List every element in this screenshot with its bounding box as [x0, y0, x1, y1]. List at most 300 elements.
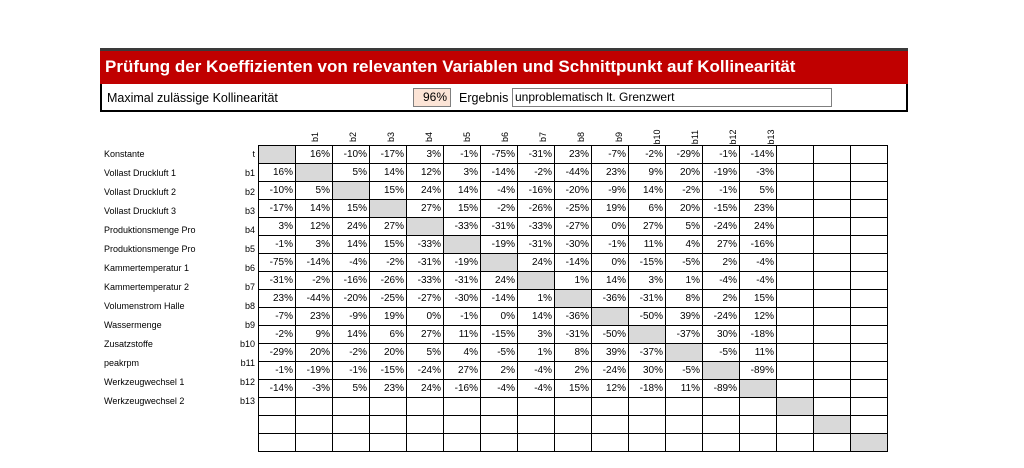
matrix-cell[interactable]: -50%: [629, 308, 666, 326]
matrix-cell[interactable]: 3%: [629, 272, 666, 290]
matrix-cell[interactable]: [814, 164, 851, 182]
matrix-cell[interactable]: 5%: [407, 344, 444, 362]
matrix-cell[interactable]: [481, 398, 518, 416]
matrix-cell[interactable]: [814, 182, 851, 200]
matrix-cell[interactable]: [555, 290, 592, 308]
matrix-cell[interactable]: 16%: [259, 164, 296, 182]
matrix-cell[interactable]: 9%: [629, 164, 666, 182]
matrix-cell[interactable]: -31%: [518, 236, 555, 254]
matrix-cell[interactable]: -37%: [666, 326, 703, 344]
matrix-cell[interactable]: -44%: [555, 164, 592, 182]
matrix-cell[interactable]: [296, 398, 333, 416]
matrix-cell[interactable]: [333, 398, 370, 416]
matrix-cell[interactable]: [518, 272, 555, 290]
matrix-cell[interactable]: 20%: [370, 344, 407, 362]
matrix-cell[interactable]: [814, 146, 851, 164]
matrix-cell[interactable]: -10%: [333, 146, 370, 164]
matrix-cell[interactable]: -4%: [333, 254, 370, 272]
matrix-cell[interactable]: [407, 218, 444, 236]
matrix-cell[interactable]: 3%: [444, 164, 481, 182]
matrix-cell[interactable]: [296, 434, 333, 452]
matrix-cell[interactable]: -25%: [370, 290, 407, 308]
matrix-cell[interactable]: 3%: [296, 236, 333, 254]
matrix-cell[interactable]: -9%: [592, 182, 629, 200]
matrix-cell[interactable]: -7%: [592, 146, 629, 164]
matrix-cell[interactable]: -14%: [555, 254, 592, 272]
matrix-cell[interactable]: -37%: [629, 344, 666, 362]
matrix-cell[interactable]: 15%: [333, 200, 370, 218]
matrix-cell[interactable]: 5%: [296, 182, 333, 200]
matrix-cell[interactable]: -31%: [481, 218, 518, 236]
matrix-cell[interactable]: -14%: [296, 254, 333, 272]
matrix-cell[interactable]: [851, 398, 888, 416]
matrix-cell[interactable]: [407, 398, 444, 416]
matrix-cell[interactable]: [370, 416, 407, 434]
matrix-cell[interactable]: -15%: [481, 326, 518, 344]
matrix-cell[interactable]: [814, 308, 851, 326]
matrix-cell[interactable]: [555, 434, 592, 452]
matrix-cell[interactable]: [740, 434, 777, 452]
column-header[interactable]: [448, 120, 486, 144]
matrix-cell[interactable]: [814, 398, 851, 416]
matrix-cell[interactable]: -1%: [444, 308, 481, 326]
matrix-cell[interactable]: [777, 218, 814, 236]
column-header[interactable]: [714, 120, 752, 144]
matrix-cell[interactable]: -16%: [444, 380, 481, 398]
column-header[interactable]: [524, 120, 562, 144]
matrix-cell[interactable]: -31%: [444, 272, 481, 290]
matrix-cell[interactable]: [666, 398, 703, 416]
matrix-cell[interactable]: [851, 434, 888, 452]
matrix-cell[interactable]: [814, 218, 851, 236]
matrix-cell[interactable]: 11%: [444, 326, 481, 344]
matrix-cell[interactable]: -19%: [296, 362, 333, 380]
matrix-cell[interactable]: [444, 434, 481, 452]
matrix-cell[interactable]: -75%: [259, 254, 296, 272]
matrix-cell[interactable]: [851, 326, 888, 344]
column-header[interactable]: [752, 120, 790, 144]
matrix-cell[interactable]: -5%: [481, 344, 518, 362]
matrix-cell[interactable]: [777, 362, 814, 380]
matrix-cell[interactable]: [518, 416, 555, 434]
matrix-cell[interactable]: 27%: [444, 362, 481, 380]
column-header[interactable]: [600, 120, 638, 144]
matrix-cell[interactable]: -20%: [333, 290, 370, 308]
matrix-cell[interactable]: [814, 416, 851, 434]
matrix-cell[interactable]: -31%: [259, 272, 296, 290]
matrix-cell[interactable]: [851, 146, 888, 164]
matrix-cell[interactable]: [814, 344, 851, 362]
matrix-cell[interactable]: [814, 200, 851, 218]
matrix-cell[interactable]: [851, 380, 888, 398]
matrix-cell[interactable]: -14%: [259, 380, 296, 398]
matrix-cell[interactable]: [777, 308, 814, 326]
matrix-cell[interactable]: 3%: [259, 218, 296, 236]
matrix-cell[interactable]: [481, 416, 518, 434]
matrix-cell[interactable]: [740, 380, 777, 398]
matrix-cell[interactable]: -14%: [481, 290, 518, 308]
matrix-cell[interactable]: [296, 416, 333, 434]
matrix-cell[interactable]: 4%: [666, 236, 703, 254]
matrix-cell[interactable]: 30%: [703, 326, 740, 344]
matrix-cell[interactable]: [740, 416, 777, 434]
matrix-cell[interactable]: -19%: [444, 254, 481, 272]
matrix-cell[interactable]: [851, 308, 888, 326]
column-header[interactable]: [296, 120, 334, 144]
matrix-cell[interactable]: [777, 272, 814, 290]
matrix-cell[interactable]: -30%: [555, 236, 592, 254]
matrix-cell[interactable]: [814, 434, 851, 452]
matrix-cell[interactable]: [481, 254, 518, 272]
matrix-cell[interactable]: -89%: [740, 362, 777, 380]
matrix-cell[interactable]: -1%: [444, 146, 481, 164]
matrix-cell[interactable]: -1%: [259, 236, 296, 254]
matrix-cell[interactable]: 5%: [666, 218, 703, 236]
matrix-cell[interactable]: 30%: [629, 362, 666, 380]
matrix-cell[interactable]: 23%: [592, 164, 629, 182]
matrix-cell[interactable]: -36%: [555, 308, 592, 326]
matrix-cell[interactable]: 27%: [703, 236, 740, 254]
matrix-cell[interactable]: 3%: [518, 326, 555, 344]
matrix-cell[interactable]: [814, 326, 851, 344]
matrix-cell[interactable]: 14%: [629, 182, 666, 200]
matrix-cell[interactable]: [814, 380, 851, 398]
matrix-cell[interactable]: [444, 416, 481, 434]
matrix-cell[interactable]: -20%: [555, 182, 592, 200]
matrix-cell[interactable]: [370, 434, 407, 452]
matrix-cell[interactable]: 27%: [407, 326, 444, 344]
matrix-cell[interactable]: 2%: [555, 362, 592, 380]
matrix-cell[interactable]: -27%: [407, 290, 444, 308]
matrix-cell[interactable]: -2%: [629, 146, 666, 164]
matrix-cell[interactable]: 11%: [629, 236, 666, 254]
matrix-cell[interactable]: -2%: [518, 164, 555, 182]
matrix-cell[interactable]: [814, 362, 851, 380]
column-header[interactable]: [676, 120, 714, 144]
matrix-cell[interactable]: -17%: [259, 200, 296, 218]
matrix-cell[interactable]: 27%: [629, 218, 666, 236]
matrix-cell[interactable]: [666, 416, 703, 434]
matrix-cell[interactable]: 15%: [444, 200, 481, 218]
matrix-cell[interactable]: 3%: [407, 146, 444, 164]
matrix-cell[interactable]: -5%: [666, 254, 703, 272]
matrix-cell[interactable]: 24%: [481, 272, 518, 290]
matrix-cell[interactable]: -89%: [703, 380, 740, 398]
matrix-cell[interactable]: [629, 326, 666, 344]
matrix-cell[interactable]: 14%: [296, 200, 333, 218]
matrix-cell[interactable]: -25%: [555, 200, 592, 218]
matrix-cell[interactable]: 12%: [296, 218, 333, 236]
matrix-cell[interactable]: 8%: [555, 344, 592, 362]
matrix-cell[interactable]: [629, 434, 666, 452]
result-value-cell[interactable]: unproblematisch lt. Grenzwert: [512, 88, 832, 107]
matrix-cell[interactable]: 4%: [444, 344, 481, 362]
matrix-cell[interactable]: [777, 326, 814, 344]
matrix-cell[interactable]: [259, 416, 296, 434]
matrix-cell[interactable]: 0%: [592, 254, 629, 272]
matrix-cell[interactable]: -14%: [481, 164, 518, 182]
matrix-cell[interactable]: -33%: [518, 218, 555, 236]
matrix-cell[interactable]: [851, 254, 888, 272]
matrix-cell[interactable]: 14%: [370, 164, 407, 182]
matrix-cell[interactable]: -50%: [592, 326, 629, 344]
matrix-cell[interactable]: [740, 398, 777, 416]
matrix-cell[interactable]: -10%: [259, 182, 296, 200]
matrix-cell[interactable]: -4%: [518, 362, 555, 380]
matrix-cell[interactable]: 24%: [407, 182, 444, 200]
matrix-cell[interactable]: [777, 380, 814, 398]
matrix-cell[interactable]: 27%: [407, 200, 444, 218]
matrix-cell[interactable]: [703, 434, 740, 452]
matrix-cell[interactable]: -33%: [444, 218, 481, 236]
matrix-cell[interactable]: -36%: [592, 290, 629, 308]
matrix-cell[interactable]: 14%: [444, 182, 481, 200]
matrix-cell[interactable]: 14%: [333, 326, 370, 344]
matrix-cell[interactable]: -19%: [703, 164, 740, 182]
matrix-cell[interactable]: [592, 398, 629, 416]
matrix-cell[interactable]: [259, 398, 296, 416]
matrix-cell[interactable]: -24%: [407, 362, 444, 380]
matrix-cell[interactable]: -7%: [259, 308, 296, 326]
matrix-cell[interactable]: 1%: [518, 344, 555, 362]
matrix-cell[interactable]: 23%: [296, 308, 333, 326]
matrix-cell[interactable]: -1%: [592, 236, 629, 254]
matrix-cell[interactable]: 15%: [555, 380, 592, 398]
matrix-cell[interactable]: -1%: [703, 146, 740, 164]
matrix-cell[interactable]: 15%: [370, 182, 407, 200]
matrix-cell[interactable]: [333, 416, 370, 434]
matrix-cell[interactable]: 1%: [518, 290, 555, 308]
matrix-cell[interactable]: 23%: [370, 380, 407, 398]
matrix-cell[interactable]: 27%: [370, 218, 407, 236]
matrix-cell[interactable]: 5%: [333, 164, 370, 182]
matrix-cell[interactable]: [777, 200, 814, 218]
matrix-cell[interactable]: -2%: [296, 272, 333, 290]
matrix-cell[interactable]: -2%: [259, 326, 296, 344]
matrix-cell[interactable]: [851, 344, 888, 362]
matrix-cell[interactable]: [777, 434, 814, 452]
matrix-cell[interactable]: [333, 182, 370, 200]
matrix-cell[interactable]: [777, 236, 814, 254]
matrix-cell[interactable]: [851, 272, 888, 290]
matrix-cell[interactable]: [777, 344, 814, 362]
matrix-cell[interactable]: -33%: [407, 236, 444, 254]
matrix-cell[interactable]: [851, 182, 888, 200]
matrix-cell[interactable]: 0%: [481, 308, 518, 326]
matrix-cell[interactable]: 24%: [407, 380, 444, 398]
matrix-cell[interactable]: -4%: [481, 182, 518, 200]
matrix-cell[interactable]: -2%: [666, 182, 703, 200]
matrix-cell[interactable]: -4%: [518, 380, 555, 398]
matrix-cell[interactable]: 6%: [370, 326, 407, 344]
matrix-cell[interactable]: [814, 272, 851, 290]
matrix-cell[interactable]: -19%: [481, 236, 518, 254]
matrix-cell[interactable]: [666, 434, 703, 452]
column-header[interactable]: [334, 120, 372, 144]
matrix-cell[interactable]: 24%: [518, 254, 555, 272]
matrix-cell[interactable]: -26%: [370, 272, 407, 290]
matrix-cell[interactable]: -4%: [703, 272, 740, 290]
matrix-cell[interactable]: [592, 434, 629, 452]
matrix-cell[interactable]: 23%: [555, 146, 592, 164]
matrix-cell[interactable]: -18%: [629, 380, 666, 398]
matrix-cell[interactable]: [370, 200, 407, 218]
matrix-cell[interactable]: -27%: [555, 218, 592, 236]
matrix-cell[interactable]: 2%: [703, 290, 740, 308]
matrix-cell[interactable]: -18%: [740, 326, 777, 344]
matrix-cell[interactable]: -4%: [481, 380, 518, 398]
matrix-cell[interactable]: [851, 164, 888, 182]
matrix-cell[interactable]: [851, 416, 888, 434]
matrix-cell[interactable]: 39%: [666, 308, 703, 326]
matrix-cell[interactable]: -24%: [703, 218, 740, 236]
matrix-cell[interactable]: 23%: [259, 290, 296, 308]
matrix-cell[interactable]: [777, 254, 814, 272]
matrix-cell[interactable]: -26%: [518, 200, 555, 218]
matrix-cell[interactable]: [814, 254, 851, 272]
matrix-cell[interactable]: -30%: [444, 290, 481, 308]
matrix-cell[interactable]: [851, 236, 888, 254]
matrix-cell[interactable]: 23%: [740, 200, 777, 218]
matrix-cell[interactable]: -31%: [555, 326, 592, 344]
matrix-cell[interactable]: [555, 416, 592, 434]
matrix-cell[interactable]: [777, 182, 814, 200]
matrix-cell[interactable]: 16%: [296, 146, 333, 164]
matrix-cell[interactable]: 15%: [740, 290, 777, 308]
matrix-cell[interactable]: 19%: [592, 200, 629, 218]
matrix-cell[interactable]: -17%: [370, 146, 407, 164]
matrix-cell[interactable]: -31%: [518, 146, 555, 164]
matrix-cell[interactable]: 12%: [407, 164, 444, 182]
matrix-cell[interactable]: [703, 416, 740, 434]
matrix-cell[interactable]: [703, 398, 740, 416]
matrix-cell[interactable]: -14%: [740, 146, 777, 164]
matrix-cell[interactable]: -1%: [333, 362, 370, 380]
matrix-cell[interactable]: 14%: [333, 236, 370, 254]
matrix-cell[interactable]: 0%: [407, 308, 444, 326]
matrix-cell[interactable]: 9%: [296, 326, 333, 344]
matrix-cell[interactable]: [814, 236, 851, 254]
matrix-cell[interactable]: 12%: [592, 380, 629, 398]
matrix-cell[interactable]: -5%: [703, 344, 740, 362]
matrix-cell[interactable]: [666, 344, 703, 362]
matrix-cell[interactable]: [370, 398, 407, 416]
matrix-cell[interactable]: [333, 434, 370, 452]
matrix-cell[interactable]: 19%: [370, 308, 407, 326]
matrix-cell[interactable]: [777, 398, 814, 416]
matrix-cell[interactable]: [296, 164, 333, 182]
matrix-cell[interactable]: [851, 218, 888, 236]
matrix-cell[interactable]: -2%: [370, 254, 407, 272]
matrix-cell[interactable]: -29%: [259, 344, 296, 362]
matrix-cell[interactable]: 2%: [481, 362, 518, 380]
max-collinearity-input[interactable]: 96%: [413, 88, 451, 107]
matrix-cell[interactable]: [814, 290, 851, 308]
matrix-cell[interactable]: [592, 308, 629, 326]
matrix-cell[interactable]: -9%: [333, 308, 370, 326]
column-header[interactable]: [410, 120, 448, 144]
matrix-cell[interactable]: [777, 290, 814, 308]
matrix-cell[interactable]: 11%: [666, 380, 703, 398]
matrix-cell[interactable]: [851, 200, 888, 218]
matrix-cell[interactable]: -2%: [481, 200, 518, 218]
matrix-cell[interactable]: 24%: [333, 218, 370, 236]
column-header[interactable]: [638, 120, 676, 144]
matrix-cell[interactable]: 24%: [740, 218, 777, 236]
matrix-cell[interactable]: -2%: [333, 344, 370, 362]
matrix-cell[interactable]: 0%: [592, 218, 629, 236]
matrix-cell[interactable]: -15%: [703, 200, 740, 218]
matrix-cell[interactable]: -33%: [407, 272, 444, 290]
matrix-cell[interactable]: [777, 146, 814, 164]
matrix-cell[interactable]: [851, 290, 888, 308]
column-header[interactable]: [372, 120, 410, 144]
matrix-cell[interactable]: -3%: [296, 380, 333, 398]
matrix-cell[interactable]: [592, 416, 629, 434]
matrix-cell[interactable]: [629, 398, 666, 416]
matrix-cell[interactable]: -1%: [259, 362, 296, 380]
matrix-cell[interactable]: 5%: [740, 182, 777, 200]
matrix-cell[interactable]: [518, 434, 555, 452]
matrix-cell[interactable]: [407, 416, 444, 434]
matrix-cell[interactable]: -4%: [740, 254, 777, 272]
column-header[interactable]: [486, 120, 524, 144]
matrix-cell[interactable]: -29%: [666, 146, 703, 164]
matrix-cell[interactable]: -4%: [740, 272, 777, 290]
matrix-cell[interactable]: -3%: [740, 164, 777, 182]
matrix-cell[interactable]: -15%: [629, 254, 666, 272]
matrix-cell[interactable]: -15%: [370, 362, 407, 380]
matrix-cell[interactable]: [777, 416, 814, 434]
matrix-cell[interactable]: 8%: [666, 290, 703, 308]
matrix-cell[interactable]: [777, 164, 814, 182]
matrix-cell[interactable]: [703, 362, 740, 380]
matrix-cell[interactable]: [444, 398, 481, 416]
matrix-cell[interactable]: -24%: [592, 362, 629, 380]
matrix-cell[interactable]: 2%: [703, 254, 740, 272]
matrix-cell[interactable]: -1%: [703, 182, 740, 200]
matrix-cell[interactable]: -24%: [703, 308, 740, 326]
matrix-cell[interactable]: -16%: [518, 182, 555, 200]
matrix-cell[interactable]: [259, 146, 296, 164]
matrix-cell[interactable]: 6%: [629, 200, 666, 218]
matrix-cell[interactable]: 5%: [333, 380, 370, 398]
matrix-cell[interactable]: [518, 398, 555, 416]
matrix-cell[interactable]: 1%: [666, 272, 703, 290]
matrix-cell[interactable]: 20%: [296, 344, 333, 362]
matrix-cell[interactable]: 1%: [555, 272, 592, 290]
matrix-cell[interactable]: 39%: [592, 344, 629, 362]
matrix-cell[interactable]: 12%: [740, 308, 777, 326]
matrix-cell[interactable]: [444, 236, 481, 254]
matrix-cell[interactable]: [259, 434, 296, 452]
matrix-cell[interactable]: 20%: [666, 164, 703, 182]
matrix-cell[interactable]: [481, 434, 518, 452]
matrix-cell[interactable]: 20%: [666, 200, 703, 218]
matrix-cell[interactable]: -31%: [629, 290, 666, 308]
matrix-cell[interactable]: [629, 416, 666, 434]
matrix-cell[interactable]: -31%: [407, 254, 444, 272]
matrix-cell[interactable]: 14%: [592, 272, 629, 290]
matrix-cell[interactable]: 14%: [518, 308, 555, 326]
matrix-cell[interactable]: -5%: [666, 362, 703, 380]
matrix-cell[interactable]: -44%: [296, 290, 333, 308]
matrix-cell[interactable]: [407, 434, 444, 452]
matrix-cell[interactable]: [851, 362, 888, 380]
matrix-cell[interactable]: [555, 398, 592, 416]
matrix-cell[interactable]: -16%: [333, 272, 370, 290]
column-header[interactable]: [562, 120, 600, 144]
